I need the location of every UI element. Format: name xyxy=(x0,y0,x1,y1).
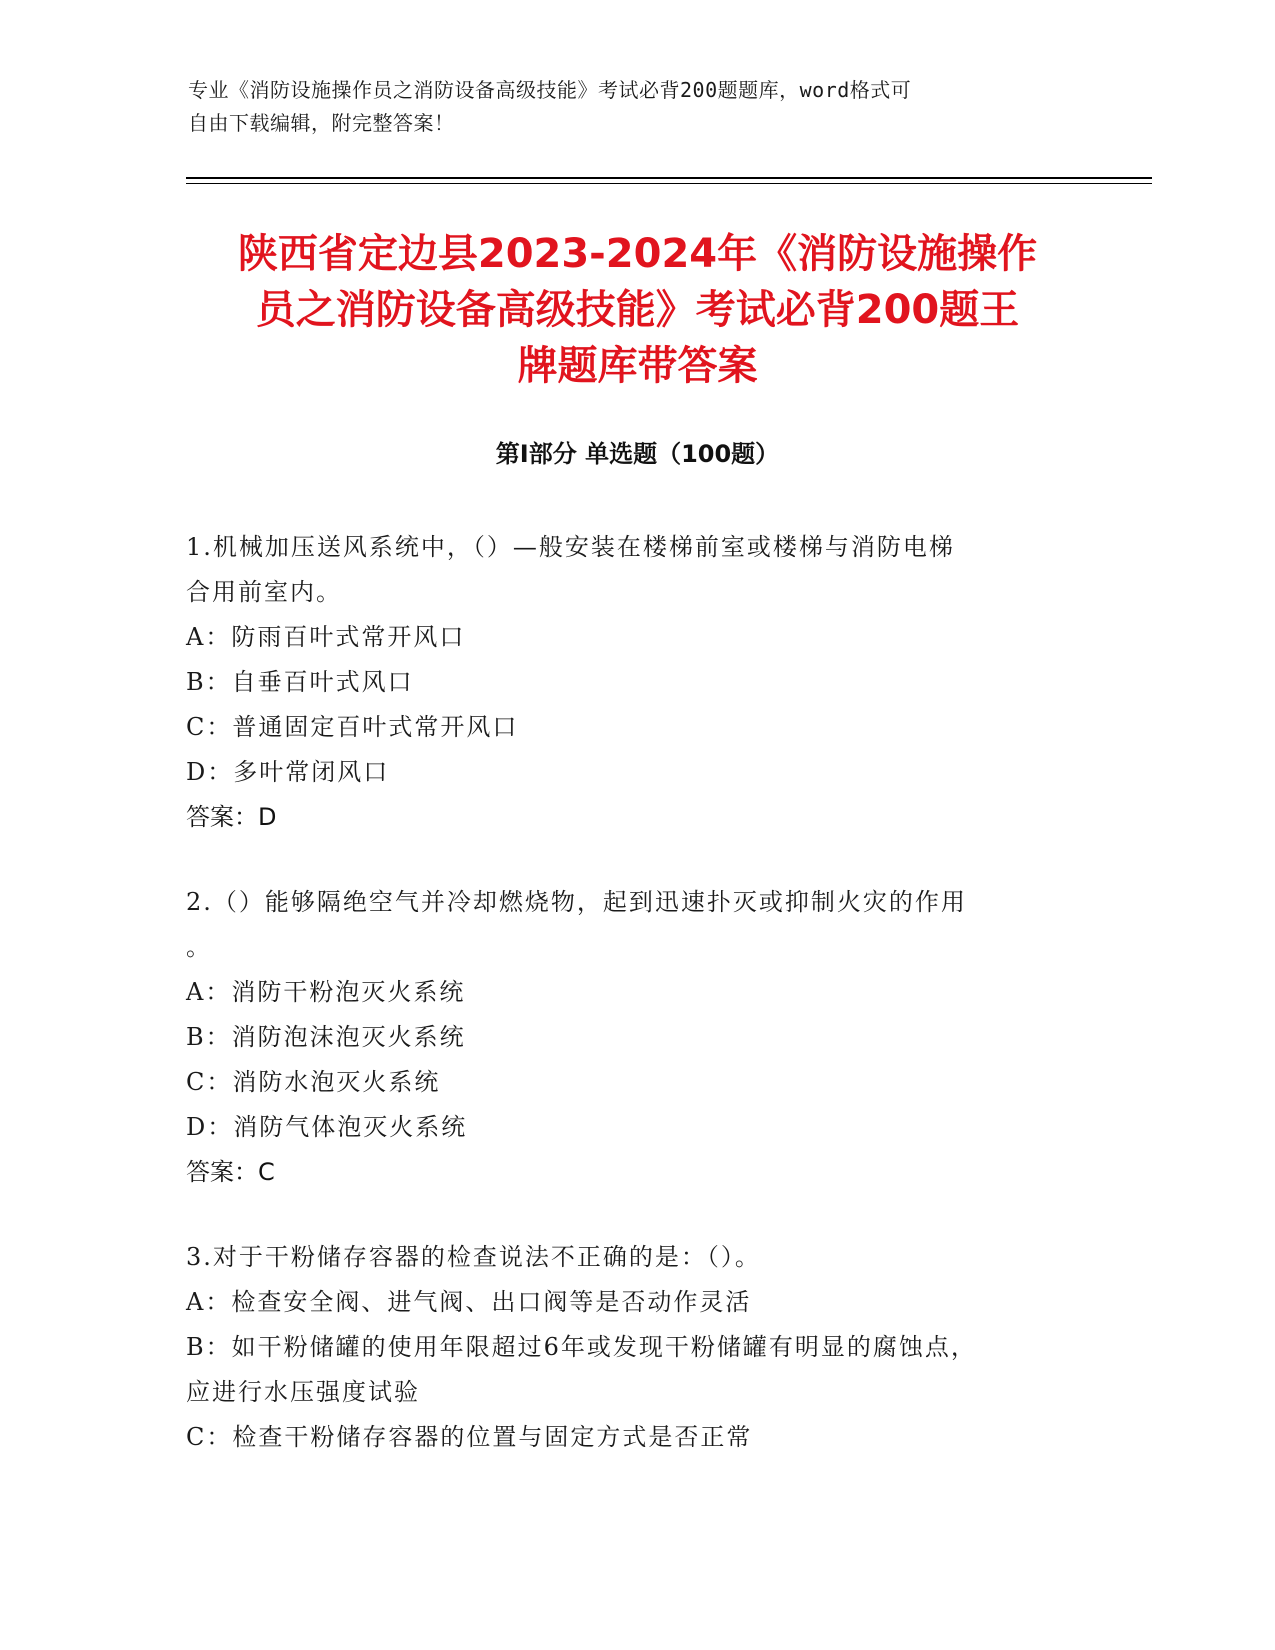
question-item xyxy=(186,1235,1076,1460)
header-rule-thick xyxy=(186,177,1152,179)
option-d: D：消防气体泡灭火系统 xyxy=(186,1113,468,1141)
option-b: B：如干粉储罐的使用年限超过6年或发现干粉储罐有明显的腐蚀点， xyxy=(186,1333,977,1361)
option-c: C：检查干粉储存容器的位置与固定方式是否正常 xyxy=(186,1423,753,1451)
option-b-continued: 应进行水压强度试验 xyxy=(186,1378,420,1406)
header-note-line: 专业《消防设施操作员之消防设备高级技能》考试必背200题题库，word格式可 xyxy=(188,78,912,102)
section-title: 第Ⅰ部分 单选题（100题） xyxy=(495,440,780,468)
header-rule-thin xyxy=(186,183,1152,184)
question-item xyxy=(186,525,1076,840)
question-stem-line: 合用前室内。 xyxy=(186,578,342,606)
title-line: 牌题库带答案 xyxy=(517,343,758,389)
title-line: 陕西省定边县2023-2024年《消防设施操作 xyxy=(237,231,1038,277)
header-note xyxy=(188,74,1068,140)
option-a: A：检查安全阀、进气阀、出口阀等是否动作灵活 xyxy=(186,1288,752,1316)
answer-text: 答案：C xyxy=(186,1158,275,1186)
question-list xyxy=(186,525,1076,1500)
question-item xyxy=(186,880,1076,1195)
option-a: A：消防干粉泡灭火系统 xyxy=(186,978,466,1006)
answer-text: 答案：D xyxy=(186,803,277,831)
option-c: C：消防水泡灭火系统 xyxy=(186,1068,441,1096)
question-stem-line: 3.对于干粉储存容器的检查说法不正确的是：（）。 xyxy=(186,1243,761,1271)
question-stem-line: 。 xyxy=(186,933,212,961)
question-stem-line: 2.（）能够隔绝空气并冷却燃烧物，起到迅速扑灭或抑制火灾的作用 xyxy=(186,888,967,916)
option-b: B：自垂百叶式风口 xyxy=(186,668,414,696)
header-note-line: 自由下载编辑，附完整答案！ xyxy=(188,111,455,135)
option-a: A：防雨百叶式常开风口 xyxy=(186,623,466,651)
option-c: C：普通固定百叶式常开风口 xyxy=(186,713,519,741)
option-d: D：多叶常闭风口 xyxy=(186,758,390,786)
option-b: B：消防泡沫泡灭火系统 xyxy=(186,1023,466,1051)
document-title xyxy=(150,226,1125,394)
question-stem-line: 1.机械加压送风系统中，（）—般安装在楼梯前室或楼梯与消防电梯 xyxy=(186,533,955,561)
title-line: 员之消防设备高级技能》考试必背200题王 xyxy=(255,287,1020,333)
